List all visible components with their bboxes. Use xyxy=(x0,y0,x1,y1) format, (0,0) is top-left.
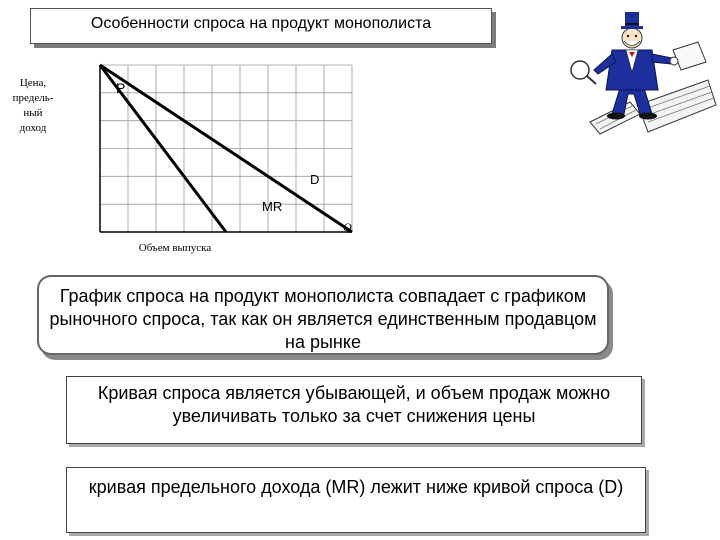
statement-box-3: кривая предельного дохода (MR) лежит ниже кривой спроса (D) xyxy=(66,467,646,533)
p-label: P xyxy=(116,80,126,96)
slide-title: Особенности спроса на продукт монополиста xyxy=(30,8,492,44)
monopoly-man-icon xyxy=(568,10,718,140)
y-axis-label-line: предель- xyxy=(12,92,54,104)
d-label: D xyxy=(310,172,320,187)
y-axis-label-line: ный xyxy=(23,107,43,119)
y-axis-label-line: Цена, xyxy=(19,77,47,89)
statement-box-2: Кривая спроса является убывающей, и объем продаж можно увеличивать только за счет снижения цены xyxy=(66,376,642,444)
mr-label: MR xyxy=(262,199,283,214)
y-axis-label-line: доход xyxy=(19,122,47,134)
statement-box-1: График спроса на продукт монополиста совпадает с графиком рыночного спроса, так как он является единственным продавцом на рынке xyxy=(37,275,609,355)
q-label: Q xyxy=(343,220,352,234)
x-axis-label: Объем выпуска xyxy=(138,242,212,254)
